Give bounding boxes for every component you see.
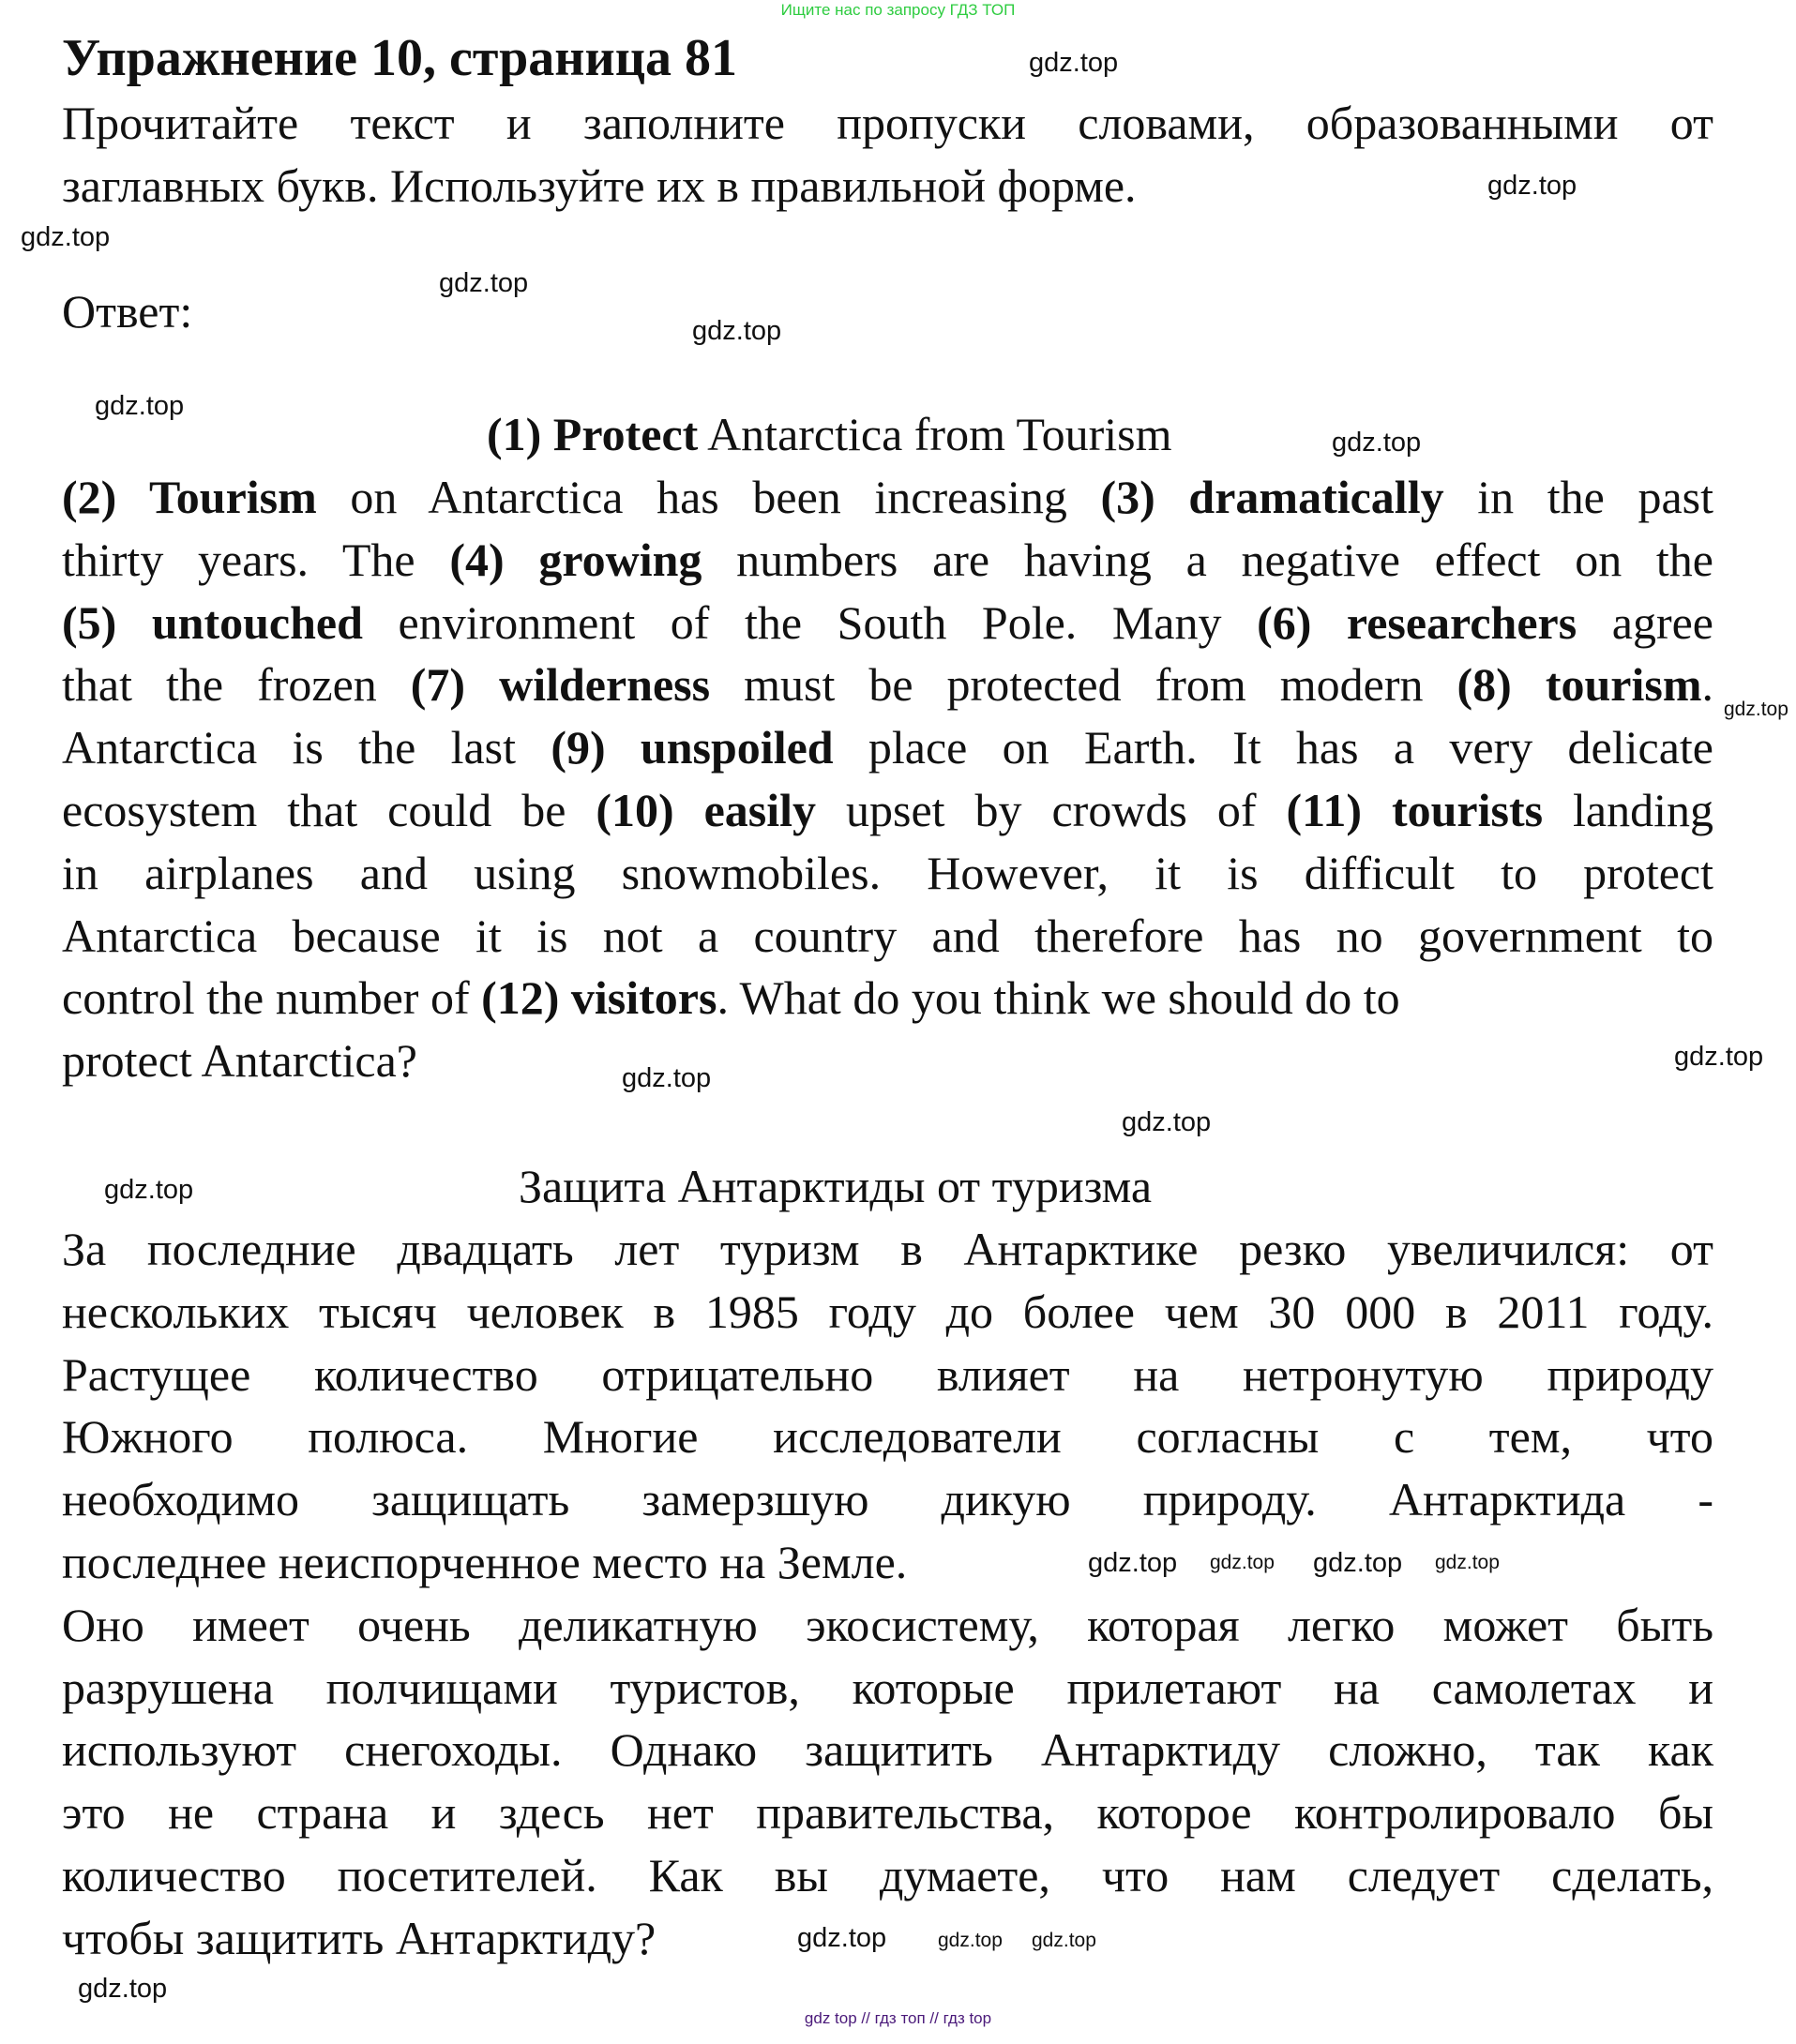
english-line	[62, 967, 1400, 1029]
watermark: gdz.top	[1032, 1930, 1096, 1951]
russian-line: необходимо защищать замерзшую дикую природу. Антарктида -	[62, 1473, 1713, 1525]
english-line	[62, 1030, 417, 1091]
text-segment: ecosystem that could be	[62, 784, 596, 836]
answer-word: (2) Tourism	[62, 471, 317, 523]
text-segment: that the frozen	[62, 658, 411, 711]
watermark: gdz.top	[1724, 699, 1788, 720]
answer-word: (7) wilderness	[410, 658, 711, 711]
english-line	[62, 779, 1713, 841]
text-segment: .	[1701, 658, 1713, 711]
russian-heading: Защита Антарктиды от туризма	[519, 1160, 1153, 1212]
text-segment: Antarctica is the last	[62, 721, 551, 774]
english-line	[62, 905, 1713, 967]
watermark: gdz.top	[1088, 1548, 1178, 1578]
watermark: gdz.top	[622, 1063, 712, 1093]
instruction-line: заглавных букв. Используйте их в правильной форме.	[62, 159, 1137, 212]
watermark: gdz.top	[1674, 1042, 1764, 1072]
watermark: gdz.top	[439, 268, 529, 298]
russian-line: последнее неиспорченное место на Земле.	[62, 1536, 908, 1588]
english-line	[62, 592, 1713, 654]
russian-line: количество посетителей. Как вы думаете, что нам следует сделать,	[62, 1849, 1713, 1901]
watermark: gdz.top	[1313, 1548, 1403, 1578]
text-segment: agree	[1577, 596, 1713, 649]
text-segment: place on Earth. It has a very delicate	[833, 721, 1713, 774]
text-segment: landing	[1543, 784, 1713, 836]
footer-links[interactable]: gdz top // гдз топ // гдз top	[804, 2009, 992, 2027]
russian-line: используют снегоходы. Однако защитить Антарктиду сложно, так как	[62, 1723, 1713, 1776]
watermark: gdz.top	[1332, 428, 1422, 458]
answer-word: (6) researchers	[1257, 596, 1577, 649]
russian-line: нескольких тысяч человек в 1985 году до более чем 30 000 в 2011 году.	[62, 1285, 1713, 1338]
answer-word: (5) untouched	[62, 596, 363, 649]
watermark: gdz.top	[78, 1974, 168, 2004]
text-segment: . What do you think we should do to	[717, 971, 1400, 1024]
watermark: gdz.top	[95, 391, 185, 421]
english-line	[62, 466, 1713, 528]
text-segment: Antarctica because it is not a country and therefore has no government to	[62, 909, 1713, 962]
answer-word: (8) tourism	[1456, 658, 1702, 711]
answer-word: (11) tourists	[1286, 784, 1544, 836]
text-segment: numbers are having a negative effect on the	[702, 534, 1713, 586]
answer-word: (3) dramatically	[1100, 471, 1444, 523]
english-line	[62, 529, 1713, 591]
answer-word: (9) unspoiled	[551, 721, 834, 774]
text-segment: protect Antarctica?	[62, 1034, 417, 1087]
page-title: Упражнение 10, страница 81	[62, 29, 738, 87]
watermark: gdz.top	[1029, 48, 1119, 78]
russian-line: это не страна и здесь нет правительства, которое контролировало бы	[62, 1786, 1713, 1839]
text-segment: in the past	[1443, 471, 1713, 523]
watermark: gdz.top	[104, 1175, 194, 1205]
watermark: gdz.top	[1435, 1552, 1500, 1573]
english-line	[62, 654, 1713, 715]
watermark: gdz.top	[938, 1930, 1003, 1951]
russian-line: За последние двадцать лет туризм в Антарктике резко увеличился: от	[62, 1223, 1713, 1275]
watermark: gdz.top	[1122, 1107, 1212, 1137]
watermark: gdz.top	[1487, 171, 1577, 201]
watermark: gdz.top	[21, 222, 111, 252]
english-heading	[487, 403, 1172, 465]
text-segment: thirty years. The	[62, 534, 450, 586]
answer-label: Ответ:	[62, 285, 193, 338]
text-segment: upset by crowds of	[816, 784, 1287, 836]
english-line	[62, 842, 1713, 904]
answer-word: (12) visitors	[481, 971, 717, 1024]
instruction-line: Прочитайте текст и заполните пропуски словами, образованными от	[62, 97, 1713, 149]
russian-line: Оно имеет очень деликатную экосистему, которая легко может быть	[62, 1599, 1713, 1651]
watermark: gdz.top	[1210, 1552, 1275, 1573]
text-segment: environment of the South Pole. Many	[362, 596, 1258, 649]
english-line	[62, 716, 1713, 778]
answer-word: (10) easily	[596, 784, 817, 836]
russian-line: Южного полюса. Многие исследователи согласны с тем, что	[62, 1410, 1713, 1463]
text-segment: on Antarctica has been increasing	[316, 471, 1101, 523]
text-segment: Antarctica from Tourism	[698, 408, 1172, 460]
russian-line: Растущее количество отрицательно влияет на нетронутую природу	[62, 1348, 1713, 1401]
text-segment: control the number of	[62, 971, 482, 1024]
answer-word: (4) growing	[449, 534, 702, 586]
top-banner[interactable]: Ищите нас по запросу ГДЗ ТОП	[780, 1, 1016, 19]
russian-line: чтобы защитить Антарктиду?	[62, 1912, 657, 1964]
russian-line: разрушена полчищами туристов, которые прилетают на самолетах и	[62, 1661, 1713, 1714]
answer-word: (1) Protect	[487, 408, 699, 460]
watermark: gdz.top	[797, 1923, 887, 1953]
watermark: gdz.top	[692, 316, 782, 346]
text-segment: in airplanes and using snowmobiles. However, it is difficult to protect	[62, 847, 1713, 899]
text-segment: must be protected from modern	[710, 658, 1457, 711]
